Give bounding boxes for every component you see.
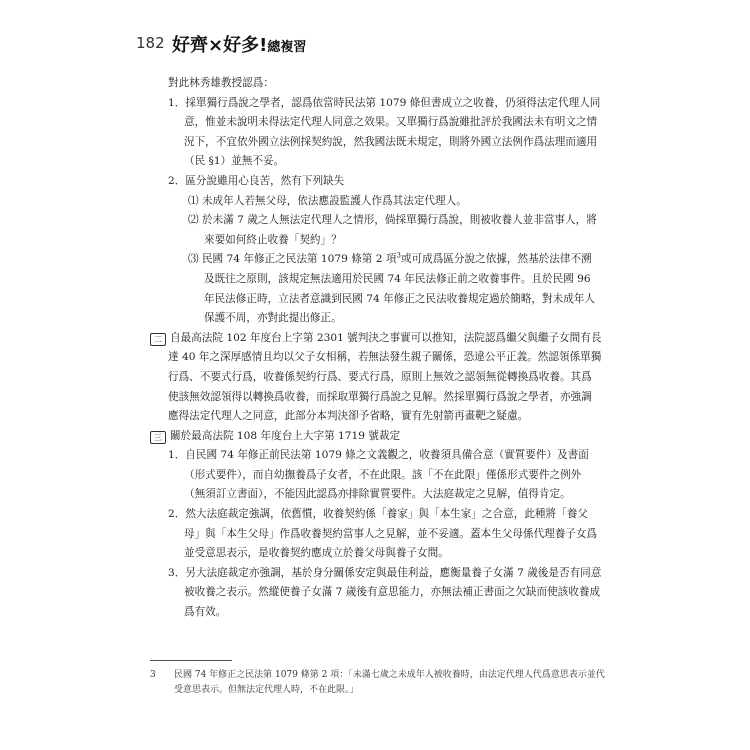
section-3	[150, 427, 602, 447]
brand-separator: ×	[208, 35, 224, 56]
brand-part-2: 好多!	[223, 35, 268, 56]
paragraph-2-item-2: ⑵ 於未滿 7 歲之人無法定代理人之情形，倘採單獨行爲說，則被收養人並非當事人，將來要如何終止收養「契約」？	[188, 214, 597, 246]
brand-part-1: 好齊	[172, 35, 208, 56]
footnote-text: 民國 74 年修正之民法第 1079 條第 2 項：「未滿七歲之未成年人被收養時，由法定代理人代爲意思表示並代受意思表示。但無法定代理人時，不在此限。」	[174, 670, 605, 695]
section-3-item-1: 1．自民國 74 年修正前民法第 1079 條之文義觀之，收養須具備合意（實質要件）及書面（形式要件），而自幼撫養爲子女者，不在此限。該「不在此限」僅係形式要件之例外（無須訂立書面），不能因此認爲亦排除實質要件。大法庭裁定之見解，值得肯定。	[168, 449, 589, 501]
intro-line: 對此林秀雄教授認爲：	[168, 77, 274, 89]
paragraph-2-item-1: ⑴ 未成年人若無父母，依法應設監護人作爲其法定代理人。	[188, 194, 467, 207]
section-2-text: 自最高法院 102 年度台上字第 2301 號判決之事實可以推知，法院認爲繼父與繼子女間有長達 40 年之深厚感情且均以父子女相稱，若無法發生親子關係，恐違公平正義。然認領係單獨行爲、不要式行爲，收養係契約行爲、要式行爲，原則上無效之認領無從轉換爲收養。其爲使該無效認領得以轉換爲收養，而採取單獨行爲說之見解。然採單獨行爲說之學者，亦強調應得法定代理人之同意，此部分本判決卻予省略，實有先射箭再畫靶之疑慮。	[168, 331, 602, 423]
section-3-heading: 關於最高法院 108 年度台上大字第 1719 號裁定	[170, 429, 401, 442]
page-number: 182	[136, 34, 165, 52]
paragraph-2-item-3	[150, 250, 602, 328]
footnote-ref: 3	[396, 251, 401, 260]
section-2-marker: 二	[150, 333, 166, 346]
brand-part-3: 總複習	[267, 40, 307, 55]
section-3-item-2: 2．然大法庭裁定強調，依舊慣，收養契約係「養家」與「本生家」之合意，此種將「養父母」與「本生父母」作爲收養契約當事人之見解，並不妥適。蓋本生父母係代理養子女爲並受意思表示，是收養契約應成立於養父母與養子女間。	[168, 508, 598, 560]
section-2	[150, 329, 602, 427]
footnote-number: 3	[150, 670, 156, 680]
item-3-text-b: 或可成爲區分說之依據，然基於法律不溯及既往之原則，該規定無法適用於民國 74 年民法修正前之收養事件。且於民國 96 年民法修正時，立法者意識到民國 74 年修正之民法收養規定過於簡略，對未成年人保護不周，亦對此提出修正。	[204, 253, 595, 325]
paragraph-2: 2．區分說雖用心良苦，然有下列缺失	[168, 174, 345, 187]
footnote-divider	[150, 660, 232, 661]
paragraph-1: 1．採單獨行爲說之學者，認爲依當時民法第 1079 條但書成立之收養，仍須得法定代理人同意，惟並未說明未得法定代理人同意之效果。又單獨行爲說雖批評於我國法未有明文之情況下，不宜依外國立法例採契約說，然我國法既未規定，則將外國立法例作爲法理而適用（民 §1）並無不妥。	[168, 96, 601, 168]
item-3-text-a: ⑶ 民國 74 年修正之民法第 1079 條第 2 項	[188, 253, 397, 266]
page-body	[150, 74, 602, 623]
section-3-item-3: 3．另大法庭裁定亦強調，基於身分關係安定與最佳利益，應衡量養子女滿 7 歲後是否有同意被收養之表示。然縱使養子女滿 7 歲後有意思能力，亦無法補正書面之欠缺而使該收養成爲有效。	[168, 566, 602, 619]
section-3-marker: 三	[150, 431, 166, 444]
brand-logo	[172, 31, 306, 57]
footnote	[150, 668, 610, 698]
